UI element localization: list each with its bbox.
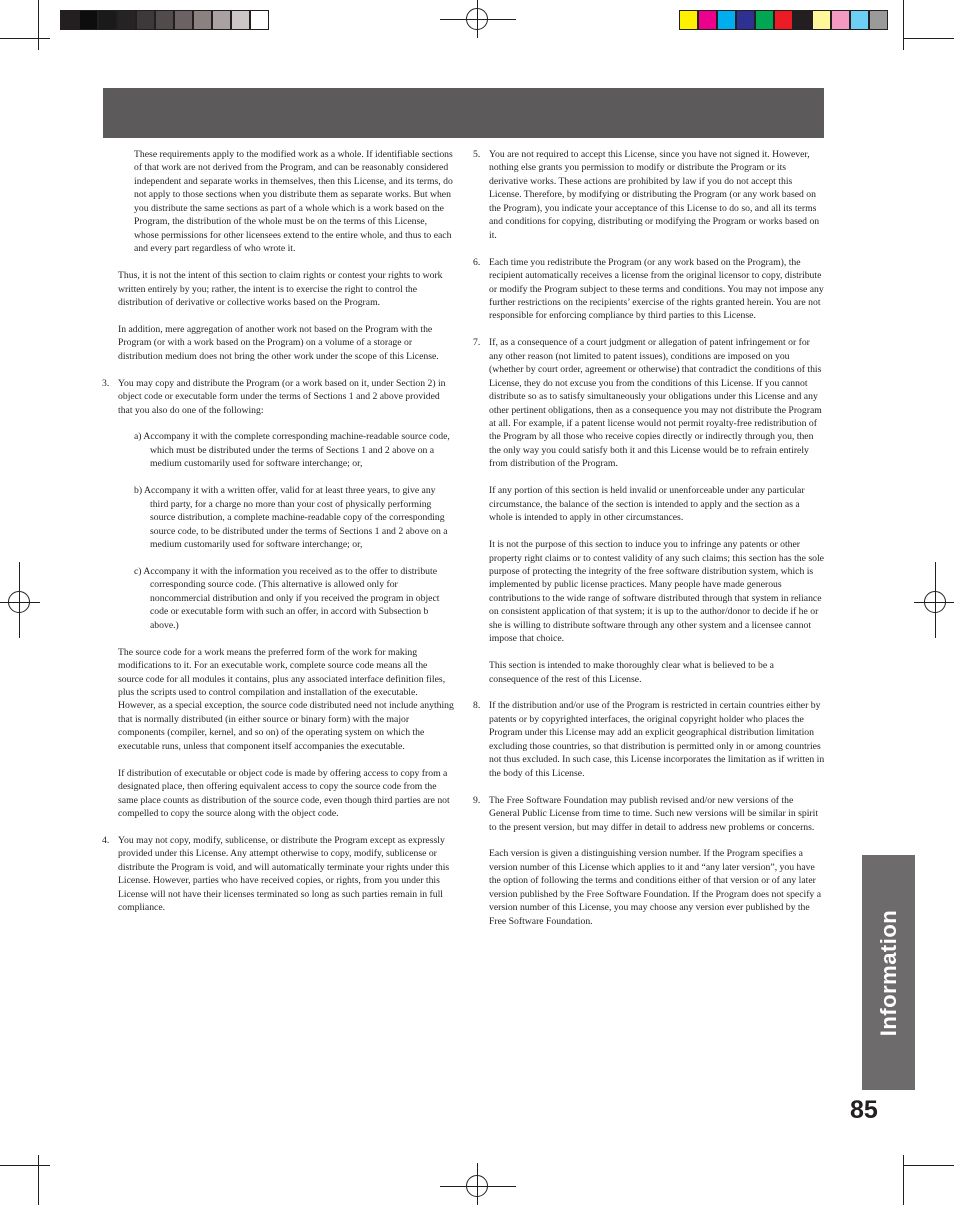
color-swatch-bar — [679, 10, 888, 30]
header-bar — [103, 88, 824, 138]
intro-paragraph: These requirements apply to the modified work as a whole. If identifiable sections of that work are not derived from the Program, and can be reasonably considered independent and separate works in themselves, then this License, and its terms, do not apply to those sections when you distribute them as separate works. But when you distribute the same sections as part of a whole which is a work based on the Program, the distribution of the whole must be on the terms of this License, whose permissions for other licensees extend to the entire whole, and thus to each and every part regardless of who wrote it. — [134, 149, 453, 255]
registration-line — [440, 19, 516, 20]
color-swatch — [869, 10, 888, 30]
color-swatch — [231, 10, 250, 30]
color-swatch — [812, 10, 831, 30]
crop-mark — [38, 1155, 39, 1205]
color-swatch — [698, 10, 717, 30]
registration-line — [440, 1186, 516, 1187]
color-swatch — [155, 10, 174, 30]
paragraph-purpose: It is not the purpose of this section to induce you to infringe any patents or other property right claims or to contest validity of any such claims; this section has the sole purpose of protecting the integrity of the free software distribution system, which is implemented by public license practices. Many people have made generous contributions to the wide range of software distributed through that system in reliance on consistent application of that system; it is up to the author/donor to decide if he or she is willing to distribute software through any other system and a licensee cannot impose that choice. — [489, 539, 824, 645]
paragraph-object-code: If distribution of executable or object code is made by offering access to copy from a designated place, then offering equivalent access to copy the source code from the same place counts as distribution of the source code, even though third parties are not compelled to copy the source along with the object code. — [118, 767, 450, 820]
paragraph-version-number: Each version is given a distinguishing version number. If the Program specifies a version number of this License which applies to it and “any later version”, you have the option of following the terms and conditions either of that version or of any later version published by the Free Software Foundation. If the Program does not specify a version number of this License, you may choose any version ever published by the Free Software Foundation. — [489, 848, 821, 927]
color-swatch — [831, 10, 850, 30]
item-number: 5. — [473, 149, 481, 160]
item-text: You may not copy, modify, sublicense, or distribute the Program except as expressly provided under this License. Any attempt otherwise to copy, modify, sublicense or distribute the Program is void, and will automatically terminate your rights under this License. However, parties who have received copies, or rights, from you under this License will not have their licenses terminated so long as such parties remain in full compliance. — [118, 834, 450, 914]
color-swatch — [736, 10, 755, 30]
license-item-3 — [102, 377, 454, 821]
color-swatch — [193, 10, 212, 30]
crop-mark — [904, 1165, 954, 1166]
page-number: 85 — [850, 1096, 878, 1124]
item-number: 8. — [473, 700, 481, 712]
license-item-7 — [473, 336, 825, 686]
color-swatch — [136, 10, 155, 30]
color-swatch — [679, 10, 698, 30]
color-swatch — [212, 10, 231, 30]
item-text: You may copy and distribute the Program (or a work based on it, under Section 2) in object code or executable form under the terms of Sections 1 and 2 above provided that you also do one of the following: — [118, 377, 446, 416]
crop-mark — [903, 1155, 904, 1205]
section-tab — [862, 855, 915, 1090]
paragraph-aggregation: In addition, mere aggregation of another work not based on the Program with the Program (or with a work based on the Program) on a volume of a storage or distribution medium does not bring the other work under the scope of this License. — [118, 323, 439, 362]
item-text: Each time you redistribute the Program (or any work based on the Program), the recipient automatically receives a license from the original licensor to copy, distribute or modify the Program subject to these terms and conditions. You may not impose any further restrictions on the recipients’ exercise of the rights granted herein. You are not responsible for enforcing compliance by third parties to this License. — [489, 256, 824, 322]
color-swatch — [174, 10, 193, 30]
crop-mark — [903, 0, 904, 50]
paragraph-intent: Thus, it is not the intent of this section to claim rights or contest your rights to work written entirely by you; rather, the intent is to exercise the right to control the distribution of derivative or collective works based on the Program. — [118, 270, 443, 308]
color-swatch — [755, 10, 774, 30]
paragraph-invalid-portion: If any portion of this section is held invalid or unenforceable under any particular circumstance, the balance of the section is intended to apply and the section as a whole is intended to apply in other circumstances. — [489, 485, 805, 524]
paragraph-clarification: This section is intended to make thoroughly clear what is believed to be a consequence of the rest of this License. — [489, 660, 774, 685]
crop-mark — [0, 1165, 50, 1166]
registration-line — [477, 1163, 478, 1205]
color-swatch — [717, 10, 736, 30]
license-item-8 — [473, 699, 825, 780]
right-column — [473, 148, 825, 942]
subsection-c: c) Accompany it with the information you received as to the offer to distribute corresponding source code. (This alternative is allowed only for noncommercial distribution and only if you received the program in object code or executable form with such an offer, in accord with Subsection b above.) — [134, 565, 440, 631]
registration-line — [19, 562, 20, 638]
section-tab-label: Information — [875, 909, 901, 1036]
color-swatch — [60, 10, 79, 30]
item-number: 7. — [473, 337, 481, 349]
color-swatch — [793, 10, 812, 30]
item-number: 9. — [473, 794, 481, 806]
crop-mark — [0, 38, 50, 39]
item-number: 4. — [102, 834, 110, 846]
subsection-a: a) Accompany it with the complete corresponding machine-readable source code, which must be distributed under the terms of Sections 1 and 2 above on a medium customarily used for software interchange; or, — [134, 431, 450, 470]
item-text: You are not required to accept this License, since you have not signed it. However, nothing else grants you permission to modify or distribute the Program or its derivative works. These actions are prohibited by law if you do not accept this License. Therefore, by modifying or distributing the Program (or any work based on the Program), you indicate your acceptance of this License to do so, and all its terms and conditions for copying, distributing or modifying the Program or works based on it. — [489, 149, 820, 241]
color-swatch — [774, 10, 793, 30]
color-swatch — [117, 10, 136, 30]
color-swatch — [79, 10, 98, 30]
crop-mark — [38, 0, 39, 50]
left-column — [102, 148, 454, 928]
item-text: The Free Software Foundation may publish revised and/or new versions of the General Public License from time to time. Such new versions will be similar in spirit to the present version, but may differ in detail to address new problems or concerns. — [489, 794, 819, 833]
registration-line — [914, 602, 954, 603]
license-item-5 — [473, 148, 825, 242]
license-item-6 — [473, 256, 825, 323]
subsection-b: b) Accompany it with a written offer, valid for at least three years, to give any third party, for a charge no more than your cost of physically performing source distribution, a complete machine-readable copy of the corresponding source code, to be distributed under the terms of Sections 1 and 2 above on a medium customarily used for software interchange; or, — [134, 485, 448, 551]
registration-line — [0, 602, 40, 603]
item-text: If the distribution and/or use of the Program is restricted in certain countries either by patents or by copyrighted interfaces, the original copyright holder who places the Program under this License may add an explicit geographical distribution limitation excluding those countries, so that distribution is permitted only in or among countries not thus excluded. In such case, this License incorporates the limitation as if written in the body of this License. — [489, 700, 825, 779]
item-number: 3. — [102, 377, 110, 389]
crop-mark — [904, 38, 954, 39]
license-item-4 — [102, 834, 454, 915]
color-swatch — [250, 10, 269, 30]
paragraph-source-code: The source code for a work means the preferred form of the work for making modifications to it. For an executable work, complete source code means all the source code for all modules it contains, plus any associated interface definition files, plus the scripts used to control compilation and installation of the executable. However, as a special exception, the source code distributed need not include anything that is normally distributed (in either source or binary form) with the major components (compiler, kernel, and so on) of the operating system on which the executable runs, unless that component itself accompanies the executable. — [118, 646, 454, 752]
license-item-9 — [473, 794, 825, 929]
color-swatch — [850, 10, 869, 30]
registration-line — [935, 562, 936, 638]
grayscale-swatch-bar — [60, 10, 269, 30]
item-text: If, as a consequence of a court judgment or allegation of patent infringement or for any other reason (not limited to patent issues), conditions are imposed on you (whether by court order, agreement or otherwise) that contradict the conditions of this License, they do not excuse you from the conditions of this License. If you cannot distribute so as to satisfy simultaneously your obligations under this License and any other pertinent obligations, then as a consequence you may not distribute the Program at all. For example, if a patent license would not permit royalty-free redistribution of the Program by all those who receive copies directly or indirectly through you, then the only way you could satisfy both it and this License would be to refrain entirely from distribution of the Program. — [489, 337, 822, 470]
color-swatch — [98, 10, 117, 30]
item-number: 6. — [473, 256, 481, 268]
